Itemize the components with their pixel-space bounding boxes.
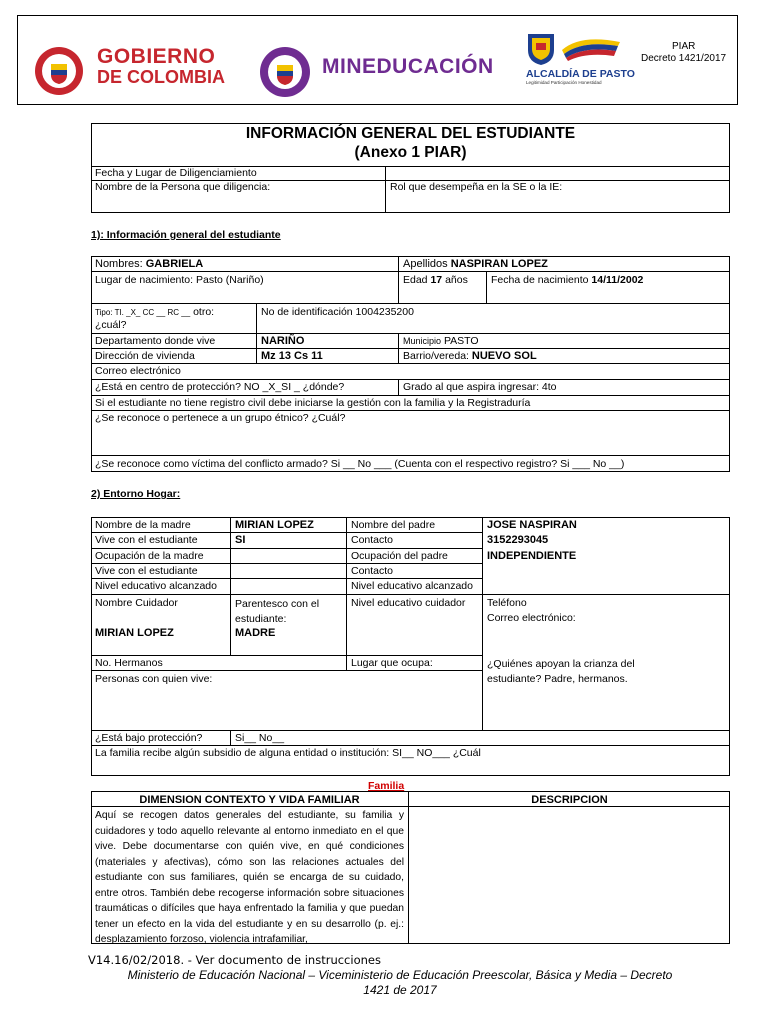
familia-label: Familia: [368, 780, 405, 792]
crianza-label: ¿Quiénes apoyan la crianza del estudiante? Padre, hermanos.: [487, 658, 635, 685]
apellidos-value: NASPIRAN LOPEZ: [450, 258, 548, 270]
nombre-persona-field: Nombre de la Persona que diligencia:: [95, 181, 271, 193]
barrio-label: Barrio/vereda:: [403, 350, 469, 362]
parentesco-value: MADRE: [235, 627, 276, 639]
grupo-etnico-field: ¿Se reconoce o pertenece a un grupo étnico? ¿Cuál?: [95, 412, 346, 424]
familia-description-text: Aquí se recogen datos generales del estudiante, su familia y cuidadores y todo aquello relevante al entorno inmediato en el que vive. Debe documentarse con quién vive, en qué condiciones (materiales y afectivas), cómo son las relaciones actuales del estudiante con sus familiares, quién se encarga de su cuidado, entre otros. También debe recogerse información sobre situaciones traumáticas o difíciles que haya enfrentado la familia y que puedan tener un efecto en la vida del estudiante y en su desarrollo (p. ej.: desplazamiento forzoso, violencia intrafamiliar,: [95, 810, 404, 944]
contacto2-label: Contacto: [351, 565, 394, 577]
edad-label: Edad: [403, 274, 428, 286]
section1-heading: 1): Información general del estudiante: [91, 229, 281, 241]
direccion-label: Dirección de vivienda: [95, 350, 195, 362]
page-subtitle: (Anexo 1 PIAR): [354, 144, 467, 161]
mineducacion-seal-icon: [259, 46, 311, 98]
barrio-cell: [399, 349, 730, 363]
colombia-seal-icon: [34, 46, 84, 96]
municipio-value: PASTO: [443, 335, 479, 347]
nivel-madre-label: Nivel educativo alcanzado: [95, 580, 217, 592]
footer-line2: 1421 de 2017: [363, 983, 437, 997]
footer-version: V14.16/02/2018. - Ver documento de instrucciones: [88, 953, 381, 967]
familia-col1-header: DIMENSION CONTEXTO Y VIDA FAMILIAR: [139, 794, 360, 806]
tipo-documento-otro: otro:: [193, 306, 215, 318]
madre-value: MIRIAN LOPEZ: [235, 519, 314, 531]
apellidos-cell: [399, 257, 730, 271]
grado-field: Grado al que aspira ingresar: 4to: [403, 381, 557, 393]
nombres-label: Nombres:: [95, 258, 143, 270]
ocupacion-padre-value: INDEPENDIENTE: [487, 550, 577, 562]
ocupacion-padre-label: Ocupación del padre: [351, 550, 448, 562]
lugar-nacimiento-field: Lugar de nacimiento: Pasto (Nariño): [95, 274, 264, 286]
no-identificacion-field: No de identificación 1004235200: [261, 306, 414, 318]
ocupacion-madre-label: Ocupación de la madre: [95, 550, 204, 562]
tipo-documento-cual: ¿cuál?: [95, 319, 127, 331]
nombres-cell: [91, 257, 398, 271]
alcaldia-logo-text: ALCALDÍA DE PASTO: [526, 68, 635, 80]
madre-label: Nombre de la madre: [95, 519, 191, 531]
direccion-value: Mz 13 Cs 11: [261, 350, 323, 362]
fecha-lugar-field: Fecha y Lugar de Diligenciamiento: [95, 167, 257, 179]
cuidador-label: Nombre Cuidador: [95, 597, 178, 609]
victima-conflicto-field: ¿Se reconoce como víctima del conflicto armado? Si __ No ___ (Cuenta con el respectivo registro? Si ___ No __): [95, 458, 625, 470]
footer-line1: Ministerio de Educación Nacional – Viceministerio de Educación Preescolar, Básica y Media – Decreto: [127, 968, 673, 982]
apellidos-label: Apellidos: [403, 258, 448, 270]
padre-value: JOSE NASPIRAN: [487, 519, 577, 531]
bajo-proteccion-label: ¿Está bajo protección?: [95, 732, 203, 744]
departamento-label: Departamento donde vive: [95, 335, 216, 347]
correo-field: Correo electrónico: [95, 365, 181, 377]
decreto-label: Decreto 1421/2017: [641, 53, 727, 64]
telefono-label: Teléfono: [487, 597, 527, 609]
fecha-nacimiento-cell: [487, 273, 730, 287]
subsidio-field: La familia recibe algún subsidio de alguna entidad o institución: SI__ NO___ ¿Cuál: [95, 747, 481, 759]
nivel-cuidador-label: Nivel educativo cuidador: [351, 597, 466, 609]
correo-cuidador-label: Correo electrónico:: [487, 612, 576, 624]
pasto-flag-icon: [560, 36, 622, 62]
section2-heading: 2) Entorno Hogar:: [91, 488, 181, 500]
vive-madre-value: SI: [235, 534, 246, 546]
rol-field: Rol que desempeña en la SE o la IE:: [390, 181, 563, 193]
page-title: INFORMACIÓN GENERAL DEL ESTUDIANTE: [245, 125, 576, 142]
nivel-padre-label: Nivel educativo alcanzado: [351, 580, 473, 592]
fecha-nacimiento-value: 14/11/2002: [591, 274, 644, 286]
padre-label: Nombre del padre: [351, 519, 436, 531]
barrio-value: NUEVO SOL: [471, 350, 537, 362]
personas-vive-label: Personas con quien vive:: [95, 673, 213, 685]
piar-label: PIAR: [672, 41, 696, 52]
proteccion-field: ¿Está en centro de protección? NO _X_SI _ ¿dónde?: [95, 381, 345, 393]
contacto-padre-value: 3152293045: [487, 534, 549, 546]
fecha-nacimiento-label: Fecha de nacimiento: [491, 274, 589, 286]
mineducacion-logo-text: MINEDUCACIÓN: [322, 55, 494, 78]
edad-value: 17: [430, 274, 443, 286]
departamento-value: NARIÑO: [261, 335, 305, 347]
tipo-documento-cell: [91, 305, 256, 332]
pasto-shield-icon: [526, 32, 556, 66]
vive-padre-label: Vive con el estudiante: [95, 565, 198, 577]
familia-col2-header: DESCRIPCION: [531, 794, 608, 806]
registro-civil-note: Si el estudiante no tiene registro civil debe iniciarse la gestión con la familia y la Registraduría: [95, 397, 531, 409]
gobierno-line1: GOBIERNO: [97, 45, 216, 68]
bajo-proteccion-value: Si__ No__: [235, 732, 285, 744]
municipio-cell: [399, 334, 730, 348]
hermanos-label: No. Hermanos: [95, 657, 163, 669]
alcaldia-tagline: Legitimidad Participación Honestidad: [526, 80, 602, 85]
tipo-documento-options: Tipo: TI. _X_ CC __ RC __: [95, 308, 191, 317]
edad-unit: años: [445, 274, 468, 286]
municipio-label: Municipio: [403, 336, 442, 346]
lugar-ocupa-label: Lugar que ocupa:: [351, 657, 433, 669]
contacto-padre-label: Contacto: [351, 534, 394, 546]
edad-cell: [399, 273, 486, 287]
cuidador-value: MIRIAN LOPEZ: [95, 627, 174, 639]
nombres-value: GABRIELA: [145, 258, 204, 270]
vive-madre-label: Vive con el estudiante: [95, 534, 198, 546]
parentesco-label: Parentesco con el estudiante:: [235, 598, 320, 625]
gobierno-line2: DE COLOMBIA: [97, 67, 225, 87]
